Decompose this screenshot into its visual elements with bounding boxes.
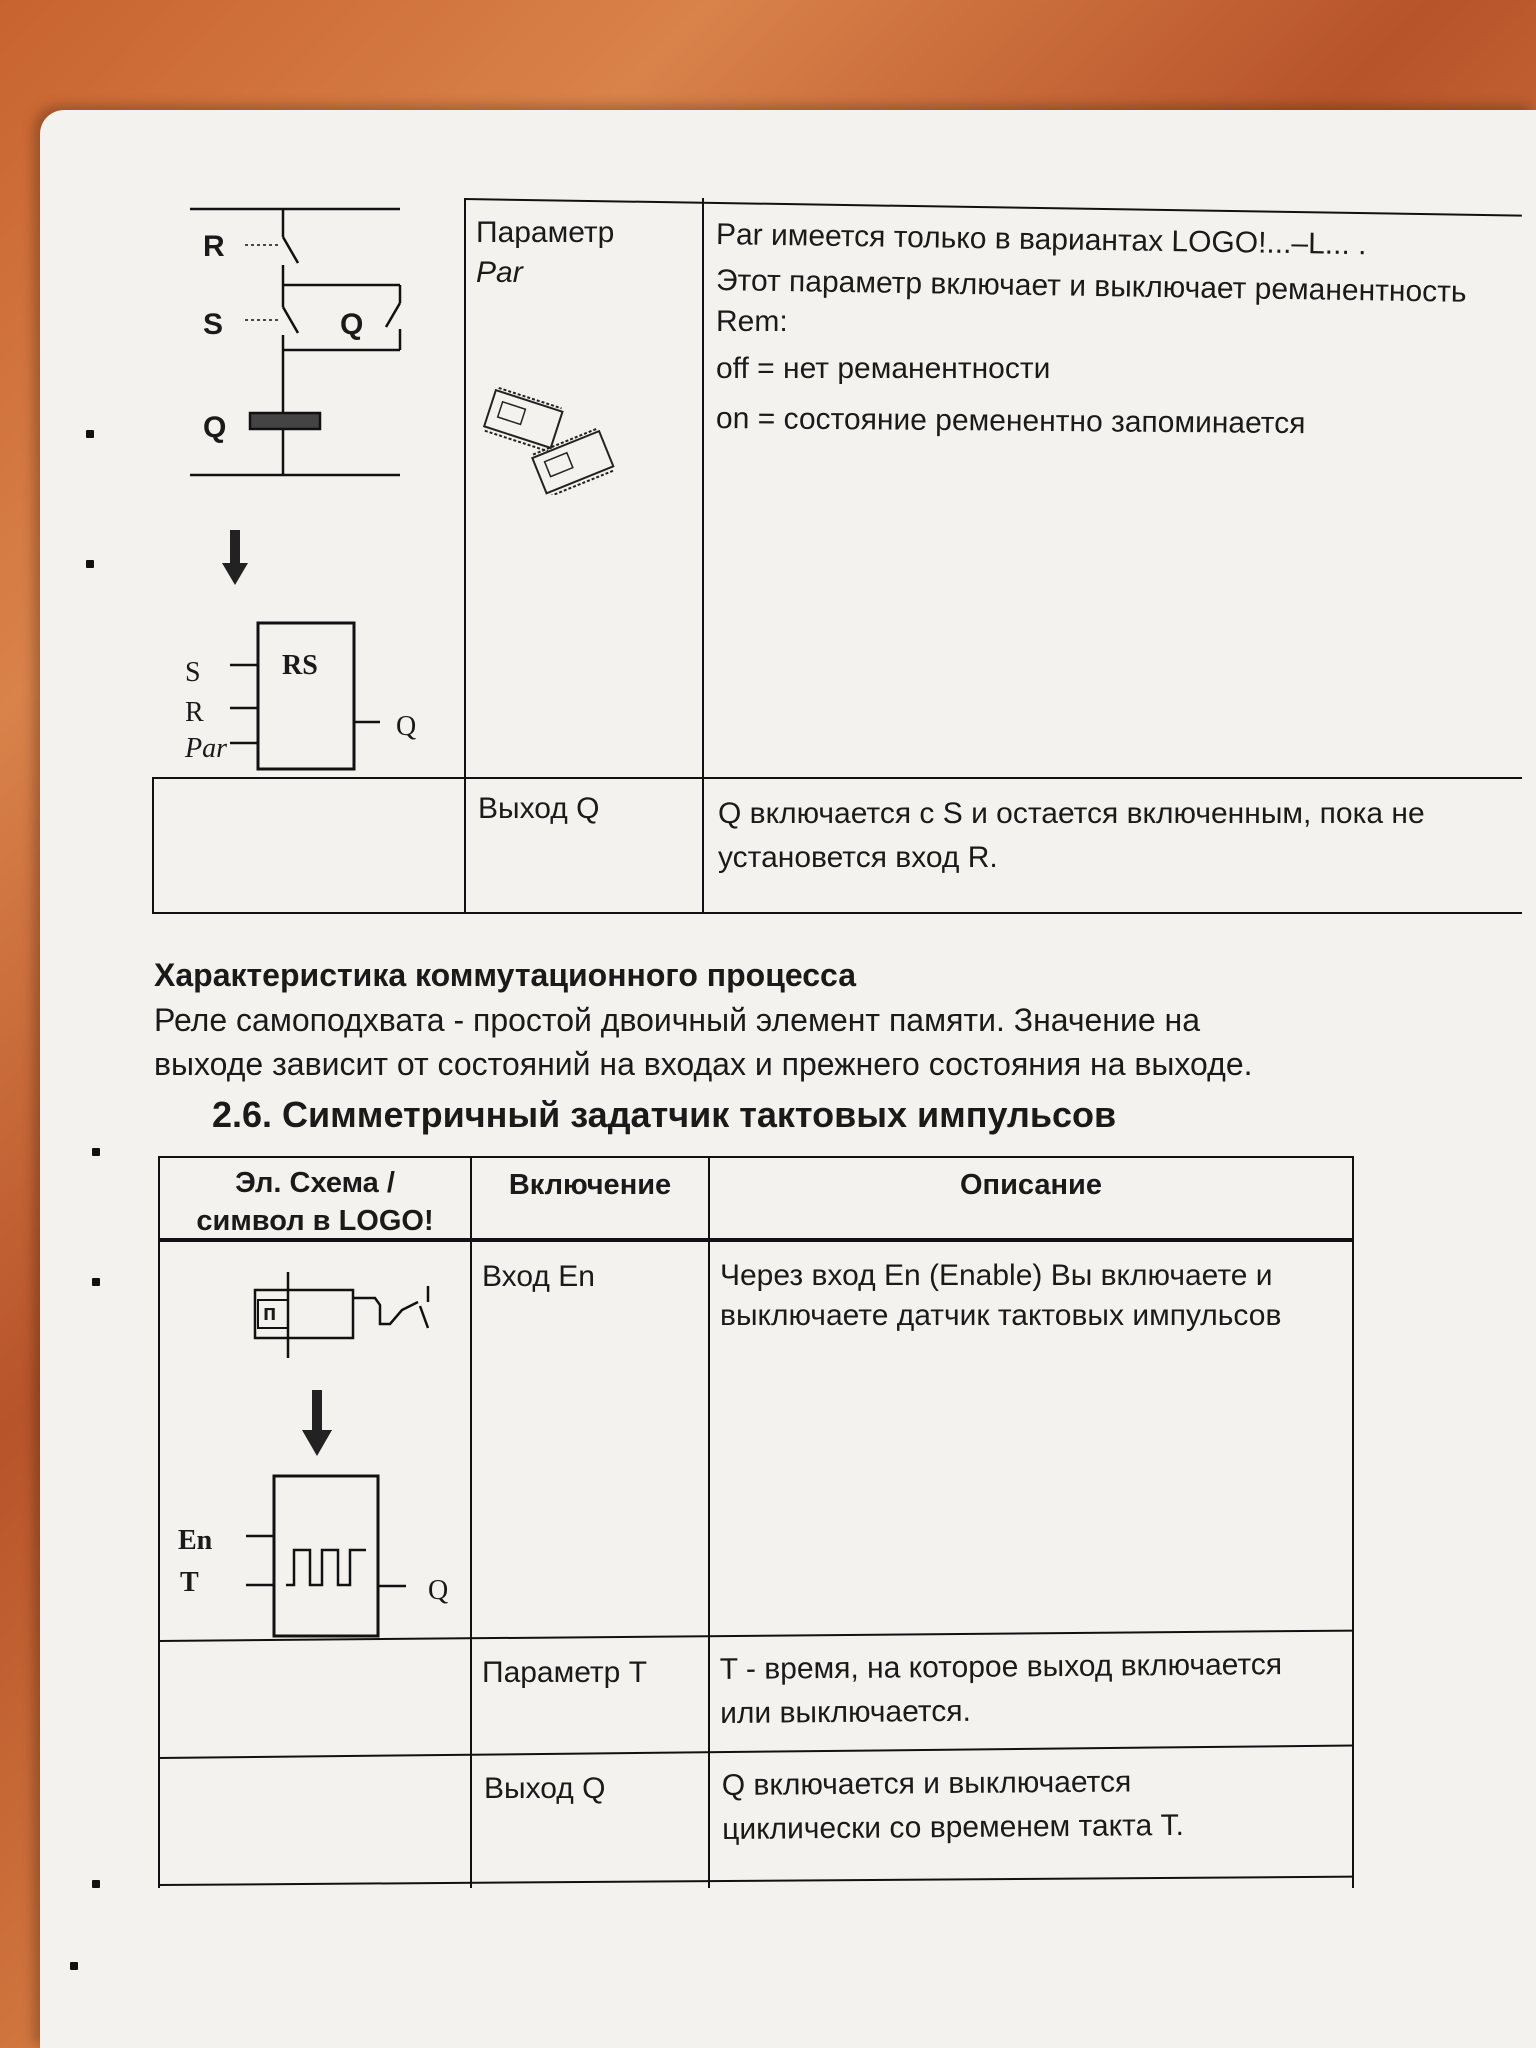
relay-label-s: S — [203, 308, 224, 341]
margin-mark — [86, 430, 94, 438]
par-desc-line-2: Этот параметр включает и выключает реманентность — [715, 264, 1467, 309]
row-input-en-label: Вход En — [482, 1260, 595, 1293]
margin-mark — [92, 1148, 100, 1156]
relay-label-q-coil: Q — [203, 411, 227, 444]
section-title: 2.6. Симметричный задатчик тактовых импульсов — [212, 1094, 1117, 1135]
section-heading: Характеристика коммутационного процесса — [154, 957, 857, 993]
table2-top-border — [158, 1156, 1354, 1158]
rs-block-title: RS — [282, 650, 318, 681]
header-connection: Включение — [508, 1169, 672, 1201]
row-par-label-italic: Par — [476, 256, 523, 289]
output-q2-desc: Q включается и выключается циклически со временем такта T. — [721, 1765, 1185, 1846]
input-en-desc: Через вход En (Enable) Вы включаете и выключаете датчик тактовых импульсов — [720, 1259, 1282, 1332]
margin-mark — [86, 560, 94, 568]
table1-divider-1 — [464, 198, 466, 913]
margin-mark — [92, 1880, 100, 1888]
table2-right-border — [1352, 1156, 1354, 1888]
rs-input-par: Par — [185, 733, 227, 764]
par-desc-line-3: Rem: — [716, 305, 788, 338]
table2-divider-1 — [470, 1156, 472, 1888]
section-paragraph: Реле самоподхвата - простой двоичный элемент памяти. Значение на выходе зависит от состояний на входах и прежнего состояния на выходе. — [154, 1002, 1253, 1082]
relay-label-r: R — [203, 230, 225, 263]
margin-mark — [92, 1278, 100, 1286]
table2-divider-2 — [708, 1156, 710, 1888]
header-description: Описание — [960, 1169, 1102, 1201]
table2-left-border — [158, 1156, 160, 1888]
param-t-desc: T - время, на которое выход включается или выключается. — [719, 1648, 1283, 1730]
clock-input-t: T — [180, 1567, 199, 1598]
table1-left-border — [152, 778, 154, 914]
margin-mark — [70, 1962, 78, 1970]
clock-input-en: En — [178, 1525, 213, 1556]
relay-label-q-contact: Q — [340, 308, 364, 341]
header-schema-symbol: Эл. Схема / символ в LOGO! — [196, 1167, 434, 1237]
rs-input-s: S — [185, 657, 201, 688]
row-par-label: Параметр — [476, 216, 615, 249]
par-desc-line-5: on = состояние ременентно запоминается — [715, 402, 1306, 441]
row-output-q-label: Выход Q — [478, 792, 600, 825]
clock-generator-diagram — [170, 1250, 466, 1640]
logo-modules-icon — [478, 385, 618, 495]
row-param-t-label: Параметр T — [482, 1656, 648, 1689]
pulse-symbol-label: п — [263, 1300, 277, 1325]
par-desc-line-1: Par имеется только в вариантах LOGO!...–L... . — [715, 218, 1367, 262]
rs-output-q: Q — [396, 711, 417, 742]
table1-bottom-border — [152, 912, 1522, 914]
table1-divider-2 — [702, 198, 704, 913]
row-output-q2-label: Выход Q — [484, 1772, 606, 1805]
output-q-desc: Q включается с S и остается включенным, пока не установется вход R. — [718, 797, 1425, 874]
rs-input-r: R — [185, 697, 204, 728]
par-desc-line-4: off = нет реманентности — [716, 352, 1051, 385]
clock-output-q: Q — [428, 1575, 449, 1606]
